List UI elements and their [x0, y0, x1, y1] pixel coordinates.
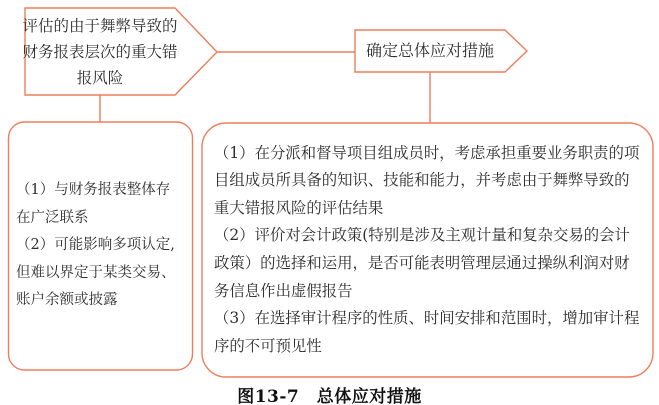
overall-response-label-text: 确定总体应对措施 [365, 41, 494, 60]
fraud-risk-line-2: 财务报表层次的重大错 [22, 42, 178, 61]
overall-response-pentagon-label [355, 30, 505, 72]
overall-response-box-text [214, 123, 650, 377]
right-box-line-4: （2）评价对会计政策(特别是涉及主观计量和复杂交易的会计 [214, 226, 630, 245]
left-box-line-4: 但难以界定于某类交易、 [16, 264, 176, 281]
right-box-line-5: 政策）的选择和运用，是否可能表明管理层通过操纵利润对财 [214, 254, 630, 272]
figure-caption: 图13-7 总体应对措施 [237, 387, 422, 405]
right-box-line-8: 序的不可预见性 [214, 336, 322, 355]
right-box-line-6: 务信息作出虚假报告 [214, 281, 353, 300]
left-box-line-5: 账户余额或披露 [16, 292, 118, 309]
right-box-line-3: 重大错报风险的评估结果 [214, 198, 384, 217]
fraud-risk-line-1: 评估的由于舞弊导致的 [22, 16, 178, 35]
risk-characteristics-box-text [16, 122, 188, 370]
right-box-line-7: （3）在选择审计程序的性质、时间安排和范围时，增加审计程 [214, 309, 640, 328]
right-box-line-1: （1）在分派和督导项目组成员时，考虑承担重要业务职责的项 [214, 143, 640, 162]
left-box-line-3: （2）可能影响多项认定, [16, 237, 175, 254]
left-box-line-2: 在广泛联系 [16, 209, 89, 226]
fraud-risk-line-3: 报风险 [76, 68, 124, 87]
right-box-line-2: 目组成员所具备的知识、技能和能力，并考虑由于舞弊导致的 [214, 171, 630, 190]
left-box-line-1: （1）与财务报表整体存 [16, 182, 171, 199]
fraud-risk-pentagon-label [22, 8, 178, 95]
